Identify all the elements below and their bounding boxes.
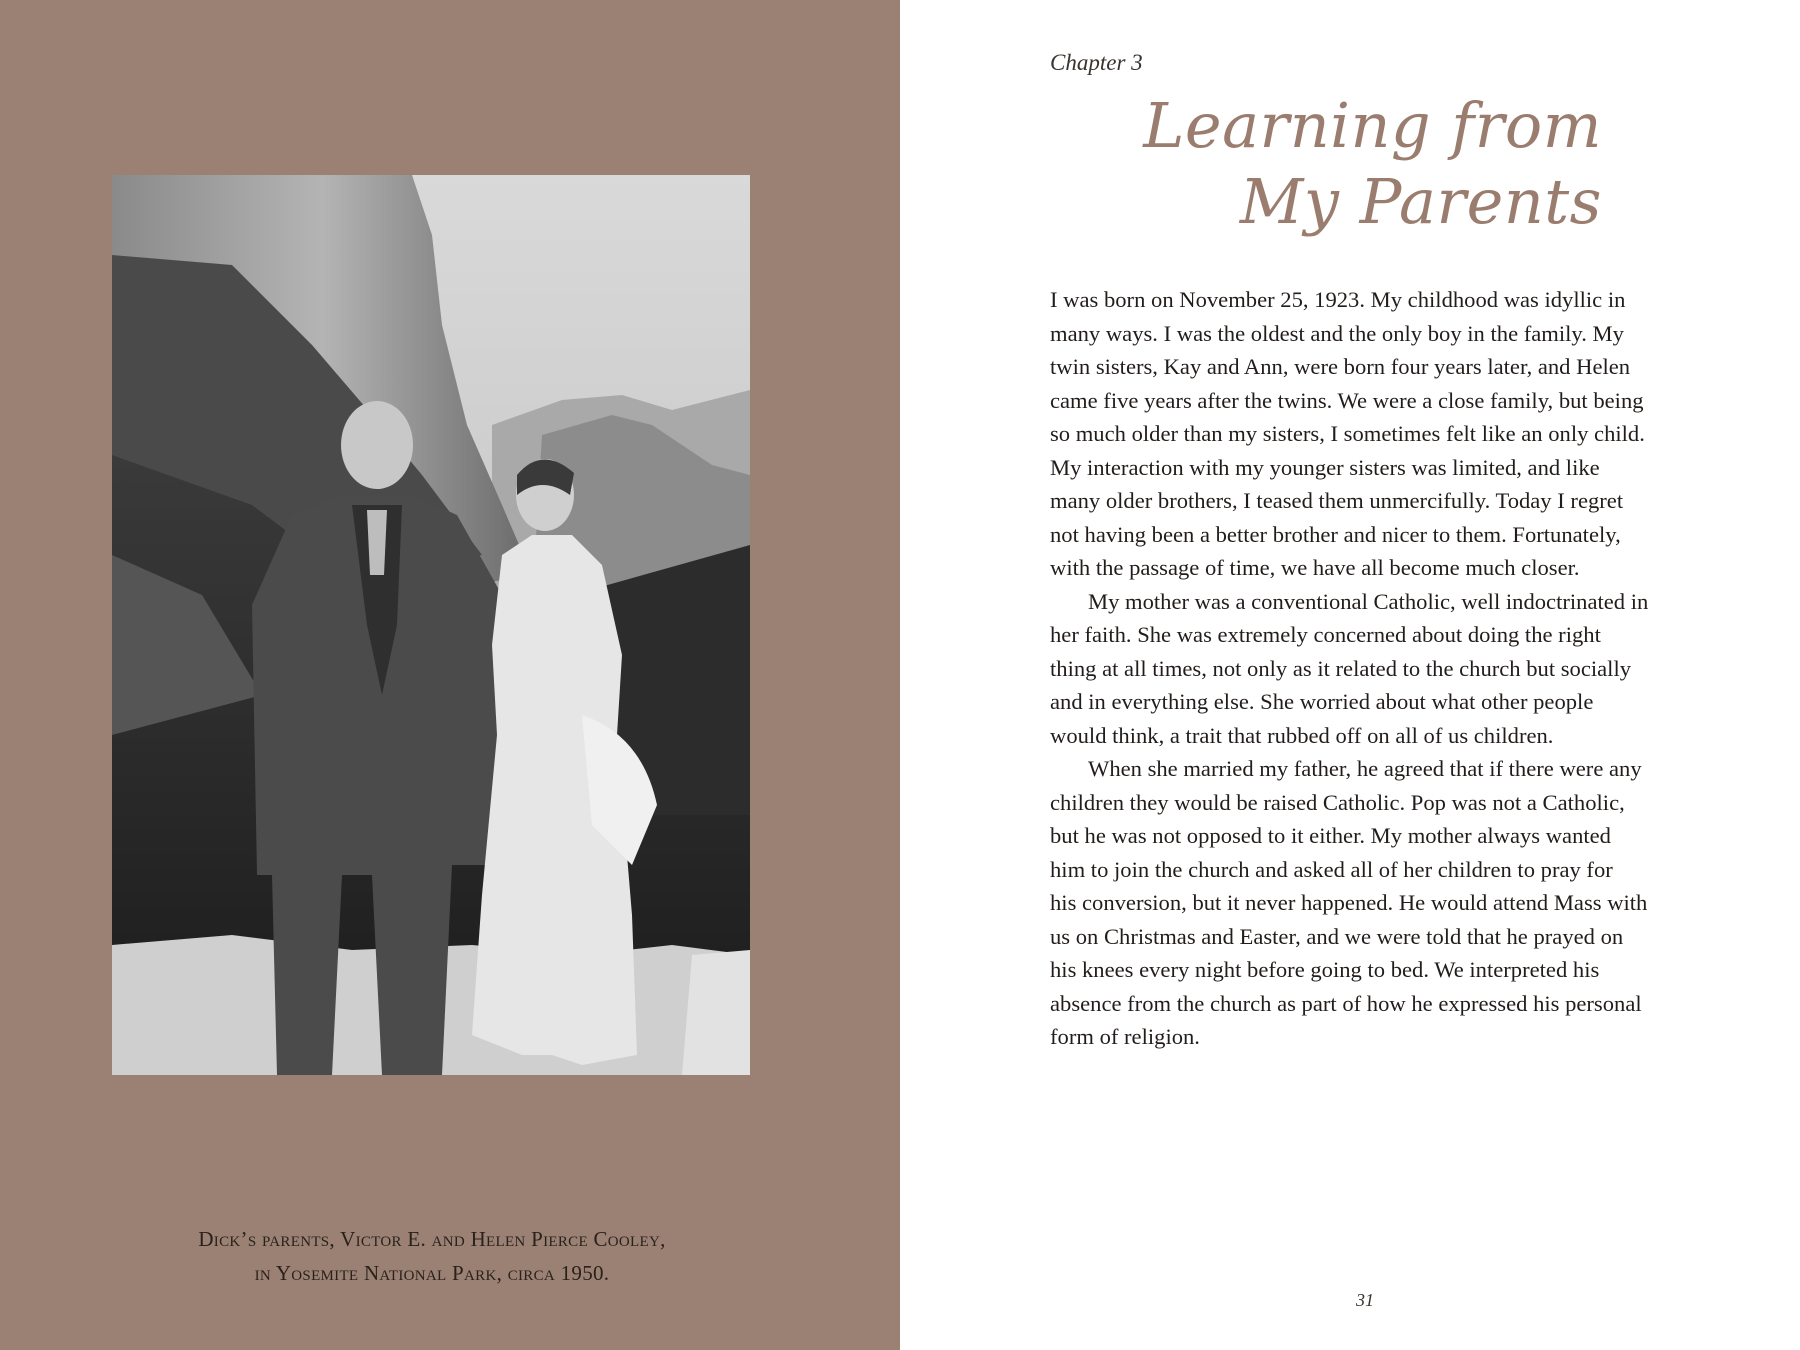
chapter-label: Chapter 3 <box>1050 50 1143 75</box>
text-line: When she married my father, he agreed that if there were any <box>1088 756 1642 781</box>
caption-line: Dick’s parents, Victor E. and Helen Pierce Cooley, <box>198 1227 666 1251</box>
text-line: twin sisters, Kay and Ann, were born four years later, and Helen <box>1050 354 1631 379</box>
text-line: form of religion. <box>1050 1024 1200 1049</box>
paragraph <box>1050 283 1695 585</box>
text-line: thing at all times, not only as it related to the church but socially <box>1050 655 1632 681</box>
paragraph <box>1050 752 1695 1054</box>
text-line: My mother was a conventional Catholic, well indoctrinated in <box>1088 588 1649 614</box>
text-line: I was born on November 25, 1923. My childhood was idyllic in <box>1050 287 1626 312</box>
photograph-parents-yosemite <box>112 175 750 1075</box>
text-line: would think, a trait that rubbed off on all of us children. <box>1050 722 1554 748</box>
paragraph <box>1050 585 1695 753</box>
text-line: him to join the church and asked all of her children to pray for <box>1050 856 1613 882</box>
body-text <box>1050 283 1695 1054</box>
chapter-title <box>1143 88 1602 240</box>
text-line: My interaction with my younger sisters was limited, and like <box>1050 454 1600 480</box>
text-line: came five years after the twins. We were a close family, but being <box>1050 387 1644 413</box>
text-line: his conversion, but it never happened. He would attend Mass with <box>1050 890 1648 915</box>
text-line: us on Christmas and Easter, and we were told that he prayed on <box>1050 923 1624 949</box>
caption-line: in Yosemite National Park, circa 1950. <box>254 1261 610 1285</box>
chapter-title-line: Learning from <box>1143 89 1602 162</box>
chapter-title-line: My Parents <box>1239 165 1602 238</box>
text-line: his knees every night before going to bed. We interpreted his <box>1050 957 1600 982</box>
text-line: not having been a better brother and nicer to them. Fortunately, <box>1050 521 1621 547</box>
text-line: so much older than my sisters, I sometimes felt like an only child. <box>1050 421 1645 446</box>
text-line: but he was not opposed to it either. My mother always wanted <box>1050 823 1611 848</box>
photo-caption <box>150 1222 714 1290</box>
text-line: and in everything else. She worried about what other people <box>1050 689 1594 714</box>
text-line: many ways. I was the oldest and the only boy in the family. My <box>1050 320 1624 346</box>
text-line: with the passage of time, we have all become much closer. <box>1050 555 1580 580</box>
text-line: many older brothers, I teased them unmercifully. Today I regret <box>1050 488 1624 513</box>
text-line: absence from the church as part of how he expressed his personal <box>1050 990 1642 1016</box>
text-line: children they would be raised Catholic. Pop was not a Catholic, <box>1050 789 1625 815</box>
page-number: 31 <box>1356 1290 1374 1310</box>
right-page <box>900 0 1800 1350</box>
text-line: her faith. She was extremely concerned about doing the right <box>1050 622 1601 647</box>
